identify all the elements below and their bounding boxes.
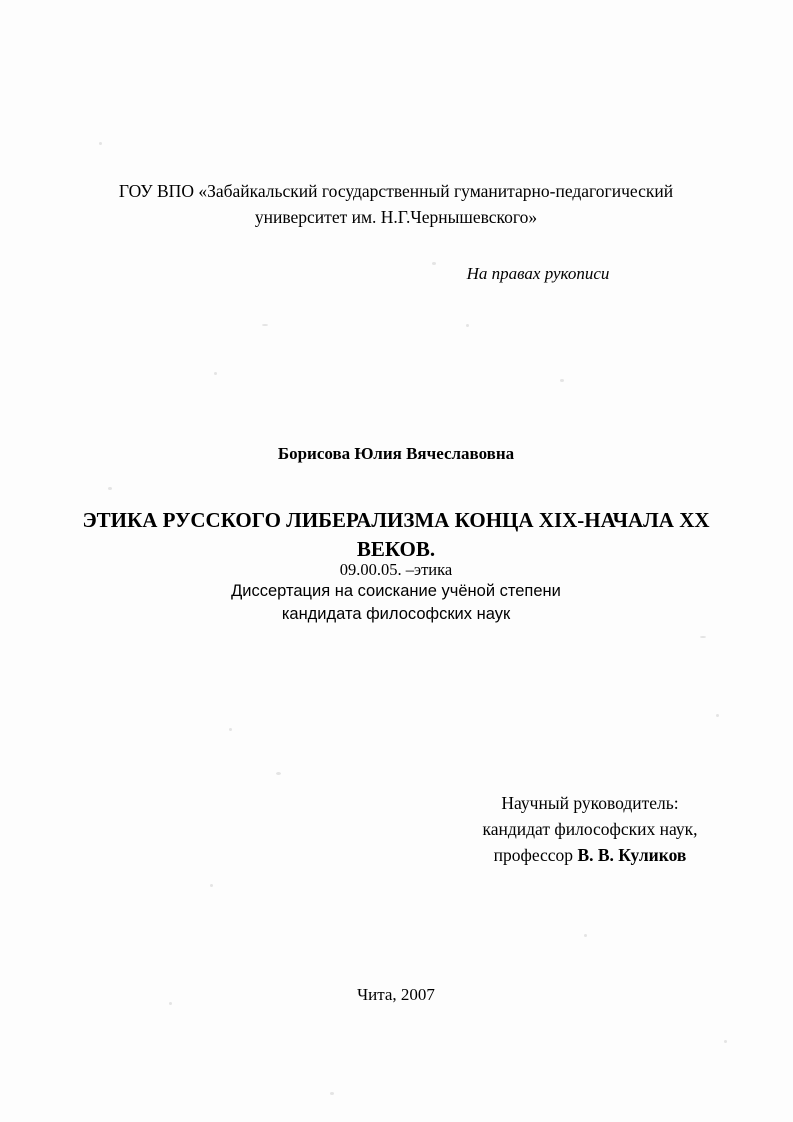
supervisor-name-line xyxy=(440,842,740,868)
institution-name: ГОУ ВПО «Забайкальский государственный гуманитарно-педагогический университет им. Н.Г.Чернышевского» xyxy=(118,181,674,227)
degree-line-1: Диссертация на соискание учёной степени xyxy=(231,582,561,600)
supervisor-name: В. В. Куликов xyxy=(577,845,687,865)
thesis-title: ЭТИКА РУССКОГО ЛИБЕРАЛИЗМА КОНЦА XIX-НАЧАЛА XX ВЕКОВ. xyxy=(82,508,710,561)
manuscript-rights-note: На правах рукописи xyxy=(466,264,610,283)
degree-line-2: кандидата философских наук xyxy=(281,605,511,623)
supervisor-block xyxy=(440,790,740,868)
speciality-code: 09.00.05. –этика xyxy=(339,560,453,579)
author-name: Борисова Юлия Вячеславовна xyxy=(277,444,515,463)
supervisor-label: Научный руководитель: xyxy=(501,793,679,813)
degree-statement xyxy=(96,580,696,626)
place-and-year: Чита, 2007 xyxy=(357,985,435,1004)
supervisor-degree: кандидат философских наук, xyxy=(482,819,698,839)
supervisor-rank: профессор xyxy=(493,845,578,865)
